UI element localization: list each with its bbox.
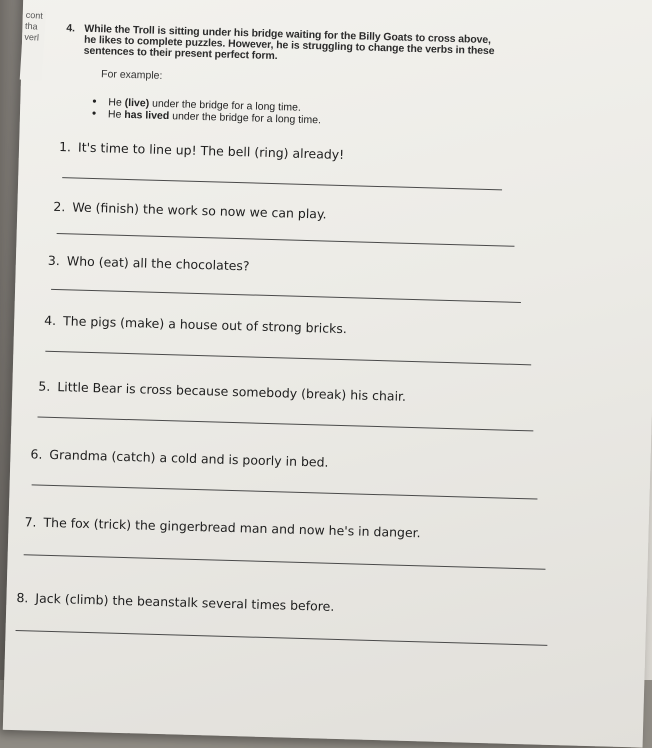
question-number: 3. <box>47 252 61 269</box>
answer-line-5[interactable] <box>38 417 534 432</box>
question-8 <box>16 590 334 614</box>
example-list <box>92 96 322 126</box>
answer-line-3[interactable] <box>51 289 521 303</box>
example-bullet: • He (live) under the bridge for a long time. <box>92 96 321 114</box>
question-number: 8. <box>16 590 29 606</box>
question-text: Who (eat) all the chocolates? <box>66 253 250 274</box>
worksheet-content <box>3 0 652 748</box>
question-number: 1. <box>58 139 72 155</box>
answer-line-7[interactable] <box>24 554 546 570</box>
question-4 <box>44 313 347 336</box>
instructions <box>66 22 505 69</box>
instructions-text: While the Troll is sitting under his bridge waiting for the Billy Goats to cross above, he likes to complete puzzles. However, he is struggling to change the verbs in these sentences to their present perfect form. <box>83 22 495 63</box>
answer-line-6[interactable] <box>32 484 538 499</box>
question-text: It's time to line up! The bell (ring) already! <box>77 139 345 163</box>
question-number: 5. <box>38 378 51 394</box>
answer-line-2[interactable] <box>57 233 515 247</box>
question-1 <box>59 139 345 162</box>
margin-text: cont <box>25 9 44 21</box>
worksheet-page <box>3 0 652 748</box>
question-text: We (finish) the work so now we can play. <box>72 199 327 222</box>
question-5 <box>38 379 406 404</box>
question-6 <box>30 446 328 469</box>
question-number: 4. <box>44 312 57 329</box>
question-text: Little Bear is cross because somebody (break) his chair. <box>57 379 407 404</box>
question-text: Grandma (catch) a cold and is poorly in bed. <box>49 446 329 470</box>
question-2 <box>53 199 327 222</box>
margin-text: verl <box>24 31 40 43</box>
example-bullet: • He has lived under the bridge for a long time. <box>92 108 321 126</box>
question-number: 6. <box>30 446 43 462</box>
question-number: 7. <box>24 514 37 530</box>
question-number: 2. <box>53 198 66 215</box>
question-text: The fox (trick) the gingerbread man and now he's in danger. <box>43 514 421 541</box>
instructions-number: 4. <box>66 22 76 35</box>
margin-text: tha <box>24 20 38 32</box>
example-label: For example: <box>100 68 163 82</box>
question-7 <box>24 514 420 540</box>
answer-line-8[interactable] <box>16 630 548 646</box>
question-text: The pigs (make) a house out of strong bricks. <box>62 313 348 337</box>
question-3 <box>48 253 250 274</box>
answer-line-4[interactable] <box>45 351 531 366</box>
answer-line-1[interactable] <box>62 177 502 190</box>
question-text: Jack (climb) the beanstalk several times before. <box>35 590 335 614</box>
